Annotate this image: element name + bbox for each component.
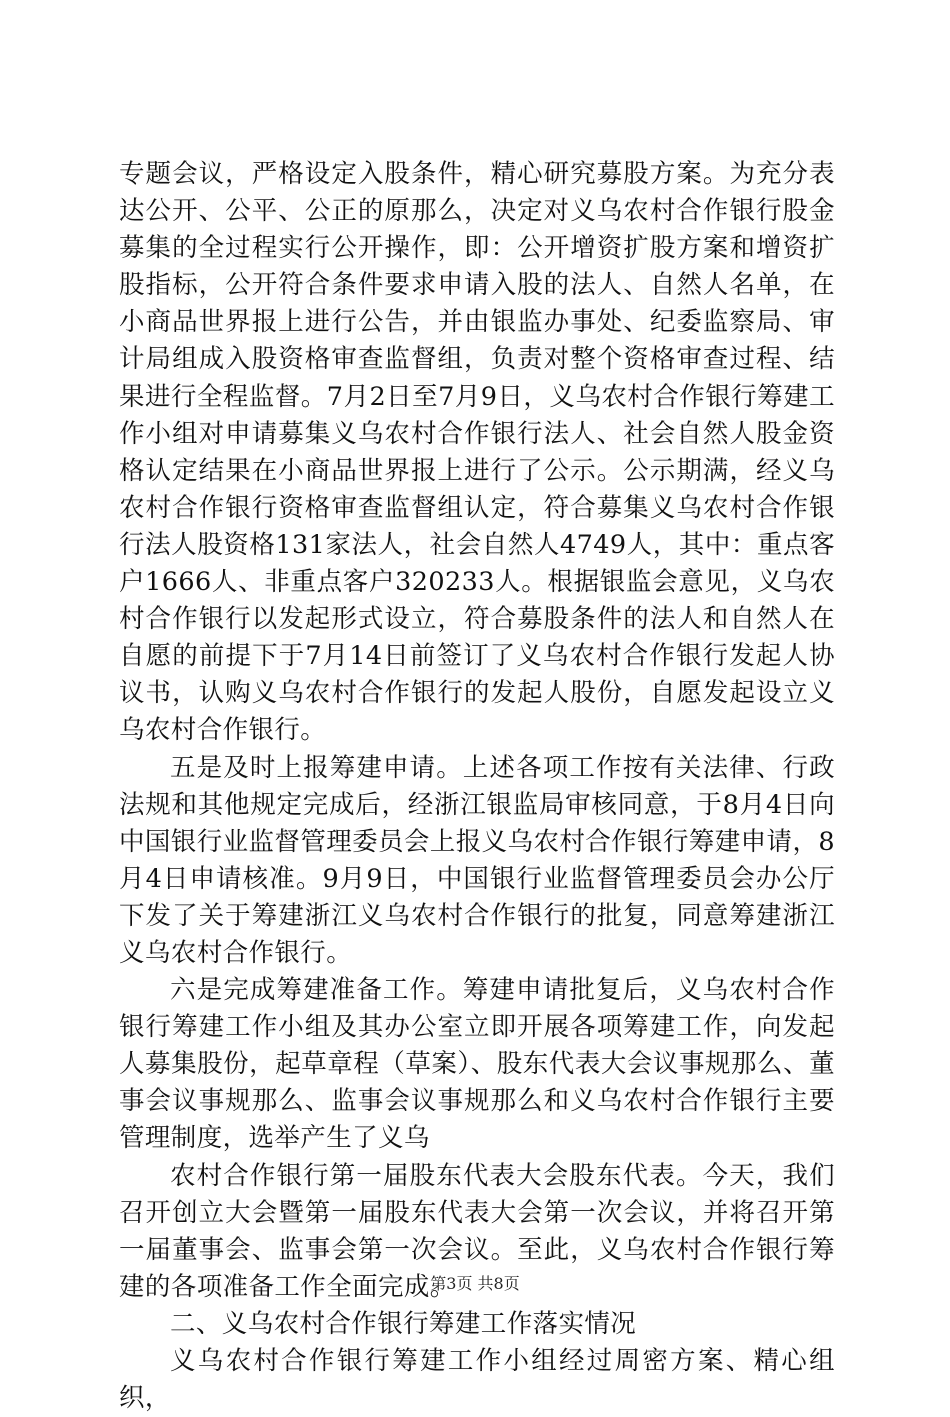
page-footer <box>0 1273 950 1295</box>
paragraph-3: 六是完成筹建准备工作。筹建申请批复后，义乌农村合作银行筹建工作小组及其办公室立即开展各项筹建工作，向发起人募集股份，起草章程（草案）、股东代表大会议事规那么、董事会议事规那么、监事会议事规那么和义乌农村合作银行主要管理制度，选举产生了义乌 <box>119 975 835 1154</box>
paragraph-2: 五是及时上报筹建申请。上述各项工作按有关法律、行政法规和其他规定完成后，经浙江银监局审核同意，于8月4日向中国银行业监督管理委员会上报义乌农村合作银行筹建申请，8月4日申请核准。9月9日，中国银行业监督管理委员会办公厅下发了关于筹建浙江义乌农村合作银行的批复，同意筹建浙江义乌农村合作银行。 <box>119 752 835 968</box>
section-heading: 二、义乌农村合作银行筹建工作落实情况 <box>170 1308 637 1339</box>
page-number: 第3页 共8页 <box>430 1274 520 1293</box>
paragraph-1: 专题会议，严格设定入股条件，精心研究募股方案。为充分表达公开、公平、公正的原那么，决定对义乌农村合作银行股金募集的全过程实行公开操作，即：公开增资扩股方案和增资扩股指标，公开符合条件要求申请入股的法人、自然人名单，在小商品世界报上进行公告，并由银监办事处、纪委监察局、审计局组成入股资格审查监督组，负责对整个资格审查过程、结果进行全程监督。7月2日至7月9日，义乌农村合作银行筹建工作小组对申请募集义乌农村合作银行法人、社会自然人股金资格认定结果在小商品世界报上进行了公示。公示期满，经义乌农村合作银行资格审查监督组认定，符合募集义乌农村合作银行法人股资格131家法人，社会自然人4749人，其中：重点客户1666人、非重点客户320233人。根据银监会意见，义乌农村合作银行以发起形式设立，符合募股条件的法人和自然人在自愿的前提下于7月14日前签订了义乌农村合作银行发起人协议书，认购义乌农村合作银行的发起人股份，自愿发起设立义乌农村合作银行。 <box>119 159 835 746</box>
paragraph-5: 义乌农村合作银行筹建工作小组经过周密方案、精心组织， <box>119 1346 835 1414</box>
document-body <box>119 156 835 1417</box>
paragraph-4: 农村合作银行第一届股东代表大会股东代表。今天，我们召开创立大会暨第一届股东代表大会第一次会议，并将召开第一届董事会、监事会第一次会议。至此，义乌农村合作银行筹建的各项准备工作全面完成。 <box>119 1160 835 1302</box>
